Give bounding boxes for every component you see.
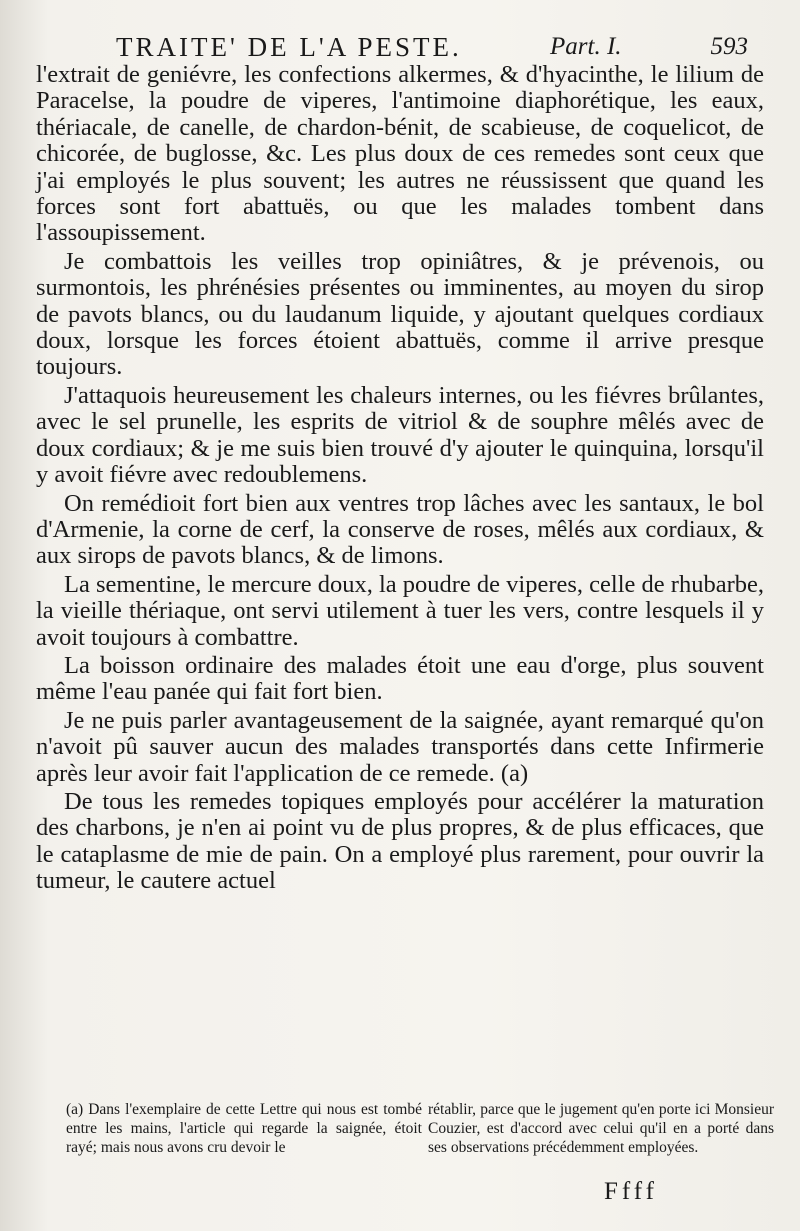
paragraph-loose-bowels: On remédioit fort bien aux ventres trop lâches avec les santaux, le bol d'Armenie, la corne de cerf, la conserve de roses, mêlés aux cordiaux, & aux sirops de pavots blancs, & de limons. <box>36 489 764 570</box>
paragraph-bloodletting: Je ne puis parler avantageusement de la saignée, ayant remarqué qu'on n'avoit pû sauver aucun des malades transportés dans cette Infirmerie après leur avoir fait l'application de ce remede. (a) <box>36 706 764 787</box>
paragraph-fevers: J'attaquois heureusement les chaleurs internes, ou les fiévres brûlantes, avec le sel prunelle, les esprits de vitriol & de souphre mêlés avec de doux cordiaux; & je me suis bien trouvé d'y ajouter le quinquina, lorsqu'il y avoit fiévre avec redoublemens. <box>36 381 764 489</box>
footnote-right-column: rétablir, parce que le jugement qu'en porte ici Monsieur Couzier, est d'accord avec celui qu'il en a porté dans ses observations précédemment employées. <box>428 1101 774 1157</box>
body-text <box>36 62 764 897</box>
paragraph-worms: La sementine, le mercure doux, la poudre de viperes, celle de rhubarbe, la vieille thériaque, ont servi utilement à tuer les vers, contre lesquels il y avoit toujours à combattre. <box>36 570 764 651</box>
running-head-title: TRAITE' DE L'A PESTE. <box>116 32 462 62</box>
footnote-left-column: (a) Dans l'exemplaire de cette Lettre qui nous est tombé entre les mains, l'article qui regarde la saignée, étoit rayé; mais nous avons cru devoir le <box>66 1101 422 1157</box>
running-head <box>36 30 748 64</box>
paragraph-remedies-list: l'extrait de geniévre, les confections alkermes, & d'hyacinthe, le lilium de Paracelse, la poudre de viperes, l'antimoine diaphorétique, les eaux, thériacale, de canelle, de chardon-bénit, de scabieuse, de coquelicot, de chicorée, de buglosse, &c. Les plus doux de ces remedes sont ceux que j'ai employés le plus souvent; les autres ne réussissent que quand les forces sont fort abattuës, ou que les malades tombent dans l'assoupissement. <box>36 61 764 247</box>
paragraph-drink: La boisson ordinaire des malades étoit une eau d'orge, plus souvent même l'eau panée qui fait fort bien. <box>36 651 764 706</box>
signature-mark: Ffff <box>604 1178 658 1205</box>
paragraph-topical-remedies: De tous les remedes topiques employés pour accélérer la maturation des charbons, je n'en ai point vu de plus propres, & de plus efficaces, que le cataplasme de mie de pain. On a employé plus rarement, pour ouvrir la tumeur, le cautere actuel <box>36 787 764 895</box>
footnote <box>36 1100 774 1180</box>
page-number: 593 <box>710 33 748 60</box>
paragraph-insomnia: Je combattois les veilles trop opiniâtres, & je prévenois, ou surmontois, les phrénésies présentes ou imminentes, au moyen du sirop de pavots blancs, ou du laudanum liquide, y ajoutant quelques cordiaux doux, lorsque les forces étoient abattuës, comme il arrive presque toujours. <box>36 247 764 381</box>
running-head-part: Part. I. <box>550 33 622 60</box>
